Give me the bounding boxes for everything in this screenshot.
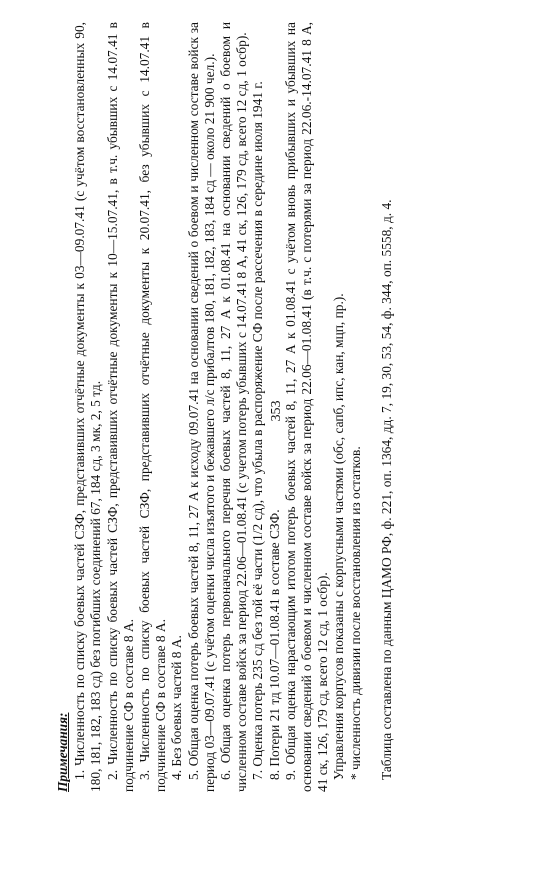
note-asterisk: * численность дивизии после восстановления из остатков.	[347, 446, 363, 780]
page-number	[269, 134, 285, 688]
note-item-5: 5. Общая оценка потерь боевых частей 8, 11, 27 А к исходу 09.07.41 на основании сведений о боевом и численном составе войск за период 03—09.07.41 (с учётом оценки числа изъятого и бежавшего л/с прибалтов 180, 181, 182, 183, 184 сд — около 21 900 чел.).	[185, 22, 217, 792]
note-item-6: 6. Общая оценка потерь первоначального перечня боевых частей 8, 11, 27 А к 01.08.41 на основании сведений о боевом и численном составе войск за период 22.06—01.08.41 (с учетом потерь убывших с 14.07.41 8 А, 41 ск, 126, 179 сд, всего 12 сд, 1 осбр).	[218, 22, 250, 792]
notes-heading: Примечания:	[55, 712, 70, 792]
page-number-text: 353	[269, 400, 284, 422]
note-item-8: 8. Потери 21 тд 10.07—01.08.41 в составе СЗФ.	[266, 509, 282, 780]
note-item-2: 2. Численность по списку боевых частей СЗФ, представивших отчётные документы к 10—15.07.41, в т.ч. убывших с 14.07.41 в подчинение СФ в составе 8 А.	[104, 22, 136, 792]
note-item-1: 1. Численность по списку боевых частей СЗФ, представивших отчётные документы к 03—09.07.41 (с учётом восстановленных 90, 180, 181, 182, 183 сд) без погибших соединений 67, 184 сд, 3 мк, 2, 5 тд.	[72, 22, 104, 792]
spacer	[364, 22, 379, 792]
notes-block	[55, 22, 535, 792]
source-note: Таблица составлена по данным ЦАМО РФ, ф. 221, оп. 1364, дд. 7, 19, 30, 53, 54, ф. 344, оп. 5558, д. 4.	[378, 199, 394, 780]
note-item-3: 3. Численность по списку боевых частей СЗФ, представивших отчётные документы к 20.07.41, без убывших с 14.07.41 в подчинение СФ в составе 8 А.	[137, 22, 169, 792]
note-item-7: 7. Оценка потерь 235 сд без той её части (1/2 сд), что убыла в распоряжение СФ после рассечения в середине июля 1941 г.	[250, 81, 266, 780]
note-item-4: 4. Без боевых частей 8 А.	[169, 635, 185, 780]
note-corps-directorates: Управления корпусов показаны с корпусными частями (обс, сапб, ипс, кан, мцп, пр.).	[331, 293, 347, 780]
note-item-9: 9. Общая оценка нарастающим итогом потерь боевых частей 8, 11, 27 А к 01.08.41 с учётом вновь прибывших и убывших на основании сведений о боевом и численном составе войск за период 22.06—01.08.41 (в т.ч. с потерями за период 22.06.-14.07.41 8 А, 41 ск, 126, 179 сд, всего 12 сд, 1 осбр).	[282, 22, 331, 792]
